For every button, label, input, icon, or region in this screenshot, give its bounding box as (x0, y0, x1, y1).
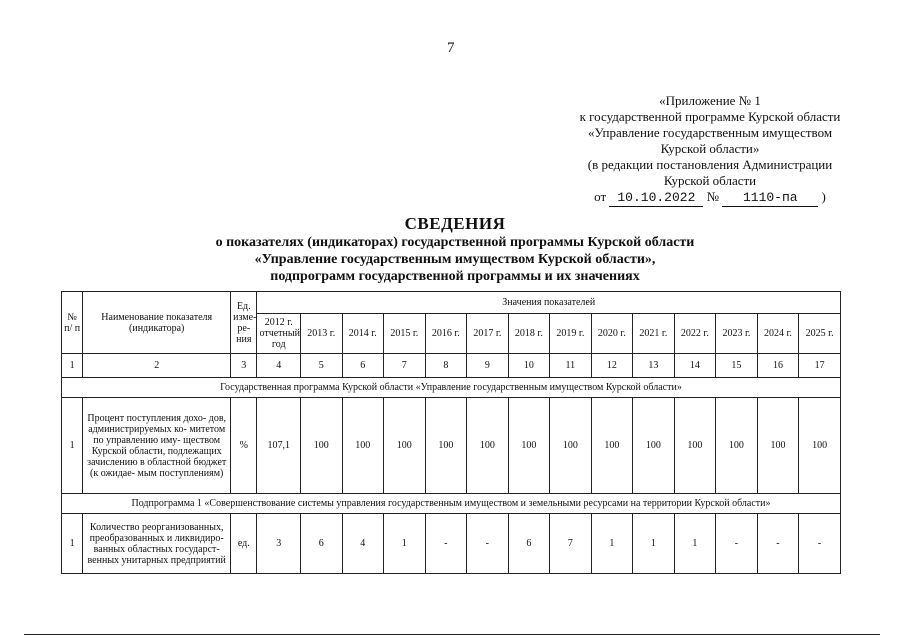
column-number: 11 (550, 354, 592, 378)
column-number: 15 (716, 354, 758, 378)
header-name: Наименование показателя (индикатора) (83, 292, 231, 354)
indicator-value: 1 (674, 514, 716, 574)
indicator-value: - (716, 514, 758, 574)
indicator-value: 100 (633, 398, 675, 494)
section-subprogram-title: Подпрограмма 1 «Совершенствование системы управления государственным имуществом и земельными ресурсами на территории Курской области» (62, 494, 841, 514)
appendix-line: «Приложение № 1 (659, 93, 761, 108)
indicator-value: 6 (508, 514, 550, 574)
appendix-line: Курской области» (660, 141, 760, 156)
column-number: 5 (301, 354, 343, 378)
header-num: № п/ п (62, 292, 83, 354)
column-number: 8 (425, 354, 467, 378)
header-year: 2025 г. (799, 314, 841, 354)
column-number: 17 (799, 354, 841, 378)
indicator-value: 4 (342, 514, 384, 574)
indicator-value: 6 (301, 514, 343, 574)
header-year: 2020 г. (591, 314, 633, 354)
header-year: 2018 г. (508, 314, 550, 354)
title-line: подпрограмм государственной программы и их значениях (270, 269, 640, 284)
appendix-block (560, 93, 860, 207)
header-values-group: Значения показателей (257, 292, 841, 314)
title-line: о показателях (индикаторах) государственной программы Курской области (215, 235, 695, 250)
column-number: 4 (257, 354, 301, 378)
header-year: 2021 г. (633, 314, 675, 354)
header-year: 2023 г. (716, 314, 758, 354)
column-number: 13 (633, 354, 675, 378)
indicator-unit: ед. (231, 514, 257, 574)
row-num: 1 (62, 398, 83, 494)
indicator-value: - (757, 514, 799, 574)
column-number: 9 (467, 354, 509, 378)
number-sign: № (706, 189, 720, 204)
row-num: 1 (62, 514, 83, 574)
table-row (62, 514, 841, 574)
indicator-value: 100 (508, 398, 550, 494)
indicator-value: 100 (757, 398, 799, 494)
indicator-value: 3 (257, 514, 301, 574)
column-number-row (62, 354, 841, 378)
section-program-row (62, 378, 841, 398)
indicator-value: 100 (467, 398, 509, 494)
title-main: СВЕДЕНИЯ (404, 214, 506, 233)
indicator-value: 100 (799, 398, 841, 494)
header-year: 2022 г. (674, 314, 716, 354)
column-number: 3 (231, 354, 257, 378)
appendix-line: (в редакции постановления Администрации (587, 157, 833, 172)
header-year: 2016 г. (425, 314, 467, 354)
decree-number: 1110-па (722, 190, 818, 207)
header-year: 2024 г. (757, 314, 799, 354)
indicator-value: 7 (550, 514, 592, 574)
indicator-value: 100 (384, 398, 426, 494)
title-line: «Управление государственным имуществом Курской области», (254, 252, 656, 267)
column-number: 6 (342, 354, 384, 378)
indicator-value: 100 (550, 398, 592, 494)
indicator-value: 107,1 (257, 398, 301, 494)
indicator-value: 1 (384, 514, 426, 574)
indicator-value: - (425, 514, 467, 574)
indicator-value: 100 (591, 398, 633, 494)
header-row (62, 292, 841, 314)
indicator-value: - (467, 514, 509, 574)
header-year: 2014 г. (342, 314, 384, 354)
header-year: 2012 г. отчетный год (257, 314, 301, 354)
column-number: 16 (757, 354, 799, 378)
column-number: 2 (83, 354, 231, 378)
indicator-value: 100 (301, 398, 343, 494)
indicator-value: 100 (425, 398, 467, 494)
section-subprogram-row (62, 494, 841, 514)
indicator-unit: % (231, 398, 257, 494)
header-unit: Ед. изме- ре- ния (231, 292, 257, 354)
indicator-name: Количество реорганизованных, преобразованных и ликвидиро- ванных областных государст- венных унитарных предприятий (83, 514, 231, 574)
section-program-title: Государственная программа Курской области «Управление государственным имуществом Курской области» (62, 378, 841, 398)
from-prefix: от (594, 189, 607, 204)
document-title (120, 214, 790, 285)
page-number: 7 (447, 40, 455, 56)
header-year: 2015 г. (384, 314, 426, 354)
header-year: 2019 г. (550, 314, 592, 354)
indicators-table (61, 291, 841, 574)
indicator-value: 100 (716, 398, 758, 494)
column-number: 12 (591, 354, 633, 378)
header-year: 2017 г. (467, 314, 509, 354)
indicator-value: - (799, 514, 841, 574)
closing-bracket: ) (821, 189, 826, 204)
bottom-rule (24, 634, 880, 635)
decree-reference (560, 189, 860, 207)
header-year: 2013 г. (301, 314, 343, 354)
column-number: 10 (508, 354, 550, 378)
decree-date: 10.10.2022 (609, 190, 703, 207)
column-number: 14 (674, 354, 716, 378)
appendix-line: к государственной программе Курской области (579, 109, 841, 124)
indicator-value: 100 (674, 398, 716, 494)
table-row (62, 398, 841, 494)
column-number: 1 (62, 354, 83, 378)
indicator-name: Процент поступления дохо- дов, администрируемых ко- митетом по управлению иму- ществом Курской области, подлежащих зачислению в областной бюджет (к ожидае- мым поступлениям) (83, 398, 231, 494)
indicator-value: 1 (591, 514, 633, 574)
indicator-value: 1 (633, 514, 675, 574)
column-number: 7 (384, 354, 426, 378)
appendix-line: «Управление государственным имуществом (587, 125, 833, 140)
appendix-line: Курской области (663, 173, 757, 188)
indicator-value: 100 (342, 398, 384, 494)
